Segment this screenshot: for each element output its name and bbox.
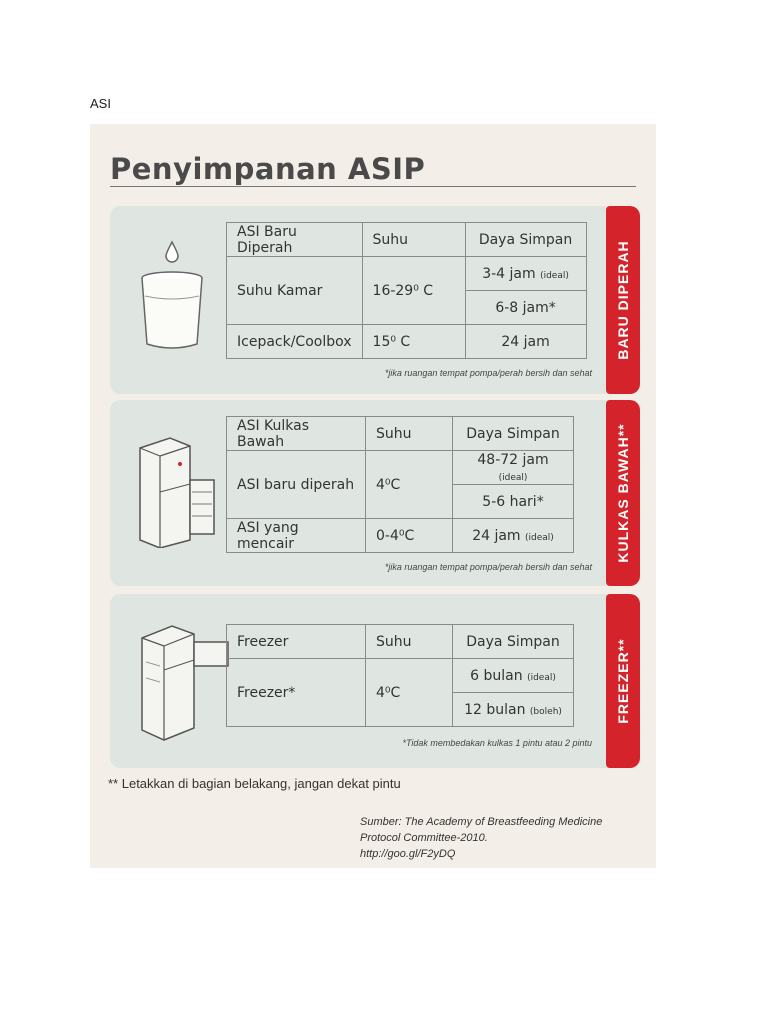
- time-tag: (boleh): [529, 706, 562, 717]
- row-label: ASI yang mencair: [227, 519, 366, 553]
- panel-baru-diperah: [110, 206, 638, 394]
- table-baru-diperah: [226, 222, 587, 359]
- source-line: Sumber: The Academy of Breastfeeding Medicine: [360, 816, 603, 828]
- time-cell: [465, 325, 586, 359]
- row-label: Suhu Kamar: [227, 257, 363, 325]
- tab-kulkas-bawah: [606, 400, 640, 586]
- document-label: ASI: [90, 96, 111, 111]
- time-cell: [453, 451, 574, 485]
- time-cell: [465, 291, 586, 325]
- tab-label: KULKAS BAWAH**: [615, 423, 631, 563]
- time-value: 6 bulan: [470, 667, 523, 684]
- time-cell: [465, 257, 586, 291]
- panel-note: *Tidak membedakan kulkas 1 pintu atau 2 pintu: [402, 738, 592, 748]
- time-value: 48-72 jam: [477, 451, 549, 468]
- table-kulkas-bawah: [226, 416, 574, 553]
- table-freezer: [226, 624, 574, 727]
- header-cell: Freezer: [227, 625, 366, 659]
- row-label: Freezer*: [227, 659, 366, 727]
- temp-cell: 4⁰C: [366, 659, 453, 727]
- milk-glass-icon: [132, 240, 212, 352]
- time-value: 5-6 hari*: [482, 493, 544, 510]
- tab-baru-diperah: [606, 206, 640, 394]
- time-cell: [453, 485, 574, 519]
- header-cell: Suhu: [362, 223, 465, 257]
- freezer-icon: [132, 622, 232, 742]
- time-value: 3-4 jam: [482, 265, 536, 282]
- time-cell: [453, 519, 574, 553]
- scanned-infographic: [90, 124, 656, 868]
- temp-cell: 16-29⁰ C: [362, 257, 465, 325]
- panel-kulkas-bawah: [110, 400, 638, 586]
- source-link: http://goo.gl/F2yDQ: [360, 848, 456, 860]
- time-tag: (ideal): [527, 672, 556, 683]
- time-tag: (ideal): [540, 270, 569, 281]
- fridge-icon: [132, 436, 216, 548]
- time-value: 24 jam: [472, 527, 521, 544]
- header-cell: Suhu: [366, 417, 453, 451]
- time-cell: [453, 659, 574, 693]
- temp-cell: 15⁰ C: [362, 325, 465, 359]
- source-citation: [360, 814, 602, 862]
- title-divider: [110, 186, 636, 187]
- panel-note: *jika ruangan tempat pompa/perah bersih dan sehat: [384, 368, 592, 378]
- time-tag: (ideal): [498, 472, 528, 483]
- header-cell: Daya Simpan: [465, 223, 586, 257]
- tab-label: FREEZER**: [615, 638, 631, 724]
- source-line: Protocol Committee-2010.: [360, 832, 488, 844]
- header-cell: ASI Baru Diperah: [227, 223, 363, 257]
- row-label: ASI baru diperah: [227, 451, 366, 519]
- time-value: 12 bulan: [464, 701, 526, 718]
- footnote: ** Letakkan di bagian belakang, jangan dekat pintu: [108, 776, 401, 791]
- time-value: 24 jam: [501, 333, 550, 350]
- row-label: Icepack/Coolbox: [227, 325, 363, 359]
- tab-label: BARU DIPERAH: [615, 240, 631, 360]
- header-cell: Daya Simpan: [453, 417, 574, 451]
- temp-cell: 4⁰C: [366, 451, 453, 519]
- temp-cell: 0-4⁰C: [366, 519, 453, 553]
- time-value: 6-8 jam*: [495, 299, 556, 316]
- time-tag: (ideal): [525, 532, 554, 543]
- header-cell: Daya Simpan: [453, 625, 574, 659]
- page-title: Penyimpanan ASIP: [110, 152, 426, 186]
- panel-note: *jika ruangan tempat pompa/perah bersih dan sehat: [384, 562, 592, 572]
- header-cell: Suhu: [366, 625, 453, 659]
- header-cell: ASI Kulkas Bawah: [227, 417, 366, 451]
- tab-freezer: [606, 594, 640, 768]
- time-cell: [453, 693, 574, 727]
- panel-freezer: [110, 594, 638, 768]
